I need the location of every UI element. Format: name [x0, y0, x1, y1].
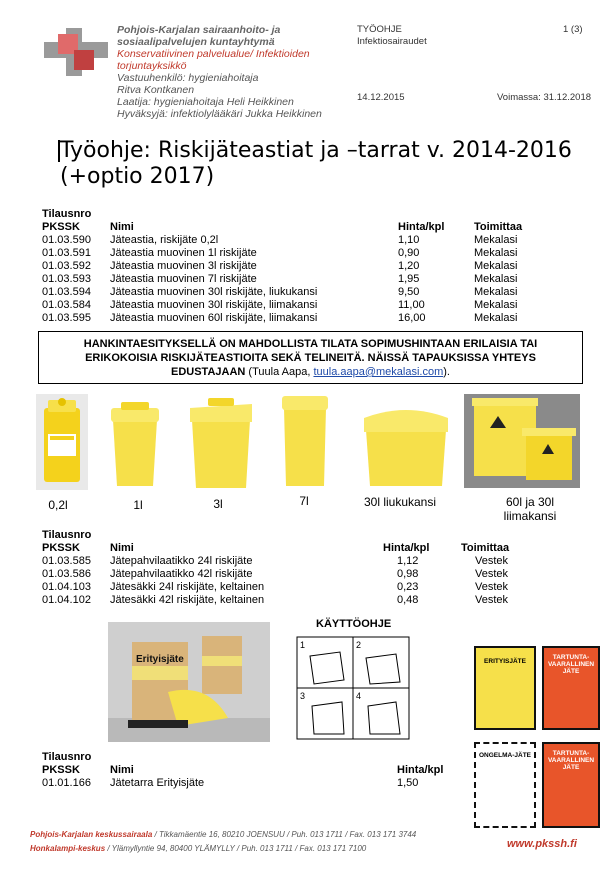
col-header-name: Nimi	[110, 764, 134, 776]
container-30l-slide-lid-image	[360, 400, 452, 490]
col-header-name: Nimi	[110, 542, 134, 554]
table-cell: 01.03.592	[42, 260, 91, 272]
table-cell: 01.03.593	[42, 273, 91, 285]
notice-box: HANKINTAESITYKSELLÄ ON MAHDOLLISTA TILATA SOPIMUSHINTAAN ERILAISIA TAI ERIKOKOISIA RISKIJÄTEASTIOITA SEKÄ TELINEITÄ. NÄISSÄ TAPAUKSISSA YHTEYS EDUSTAJAAN (Tuula Aapa, tuula.aapa@mekalasi.com).	[38, 331, 583, 384]
table-cell: 0,98	[397, 568, 419, 580]
notice-line-2: ERIKOKOISIA RISKIJÄTEASTIOITA SEKÄ TELINEITÄ. NÄISSÄ TAPAUKSISSA YHTEYS	[85, 352, 536, 364]
notice-line-1: HANKINTAESITYKSELLÄ ON MAHDOLLISTA TILATA SOPIMUSHINTAAN ERILAISIA TAI	[83, 338, 538, 350]
svg-text:3: 3	[300, 691, 306, 701]
table-cell: 01.04.103	[42, 581, 91, 593]
footer	[30, 828, 416, 856]
table-row	[42, 568, 541, 581]
notice-contact: (Tuula Aapa,	[245, 366, 314, 378]
table-row	[42, 777, 459, 790]
svg-text:4: 4	[356, 691, 362, 701]
valid-until: Voimassa: 31.12.2018	[497, 92, 592, 103]
table-cell: Jätepahvilaatikko 42l riskijäte	[110, 568, 253, 580]
waste-boxes-photo	[108, 622, 270, 742]
table-cell: Vestek	[475, 555, 509, 567]
table-cell: Mekalasi	[474, 312, 518, 324]
caption-60l-30l: 60l ja 30l liimakansi	[503, 495, 557, 523]
table-cell: 01.03.585	[42, 555, 91, 567]
table-cell: 16,00	[398, 312, 426, 324]
table-cell: Mekalasi	[474, 299, 518, 311]
document-date: 14.12.2015	[357, 92, 405, 103]
table-cell: Mekalasi	[474, 234, 518, 246]
table-cell: 01.03.595	[42, 312, 91, 324]
table-boxes-bags	[42, 529, 541, 607]
org-unit-line-1: Konservatiivinen palvelualue/ Infektioiden	[117, 48, 310, 60]
table-header-top: Tilausnro	[42, 208, 92, 220]
col-header-supplier: Toimittaa	[461, 542, 510, 554]
author: Laatija: hygieniahoitaja Heli Heikkinen	[117, 96, 294, 108]
table-cell: 01.03.586	[42, 568, 91, 580]
table-cell: Vestek	[475, 594, 509, 606]
footer-center-address: / Ylämyllyntie 94, 80400 YLÄMYLLY / Puh. 013 1711 / Fax. 013 171 7100	[105, 844, 367, 853]
table-cell: 1,12	[397, 555, 419, 567]
svg-text:2: 2	[356, 640, 362, 650]
box-label-text: Erityisjäte	[136, 654, 184, 665]
table-row	[42, 234, 554, 247]
table-cell: 0,23	[397, 581, 419, 593]
table-cell: Jäteastia muovinen 1l riskijäte	[110, 247, 257, 259]
table-cell: 0,90	[398, 247, 420, 259]
table-cell: 01.01.166	[42, 777, 91, 789]
doc-type-label: TYÖOHJE	[357, 24, 402, 35]
table-cell: Jäteastia muovinen 7l riskijäte	[110, 273, 257, 285]
col-header-pkssk: PKSSK	[42, 542, 80, 554]
table-row	[42, 286, 554, 299]
col-header-price: Hinta/kpl	[398, 221, 445, 233]
table-row	[42, 273, 554, 286]
container-7l-image	[280, 390, 330, 490]
table-cell: Vestek	[475, 568, 509, 580]
document-title[interactable]	[60, 138, 600, 190]
table-cell: Jäteastia muovinen 30l riskijäte, liimakansi	[110, 299, 318, 311]
table-cell: Vestek	[475, 581, 509, 593]
table-row	[42, 594, 541, 607]
document-type	[357, 24, 427, 48]
table-cell: Jätesäkki 42l riskijäte, keltainen	[110, 594, 265, 606]
table-cell: 01.04.102	[42, 594, 91, 606]
document-dates	[357, 92, 593, 103]
table-cell: 9,50	[398, 286, 420, 298]
instruction-title: KÄYTTÖOHJE	[316, 618, 392, 630]
col-header-name: Nimi	[110, 221, 134, 233]
title-text: Työohje: Riskijäteastiat ja –tarrat v. 2014-2016 (+optio 2017)	[60, 138, 572, 189]
table-cell: Jäteastia, riskijäte 0,2l	[110, 234, 219, 246]
table-row	[42, 247, 554, 260]
table-cell: 1,20	[398, 260, 420, 272]
table-row	[42, 260, 554, 273]
org-name-line-2: sosiaalipalvelujen kuntayhtymä	[117, 36, 275, 48]
table-row	[42, 555, 541, 568]
table-cell: 1,95	[398, 273, 420, 285]
table-cell: Mekalasi	[474, 260, 518, 272]
table-header-top: Tilausnro	[42, 529, 92, 541]
table-cell: 01.03.590	[42, 234, 91, 246]
footer-website-link[interactable]: www.pkssh.fi	[507, 838, 577, 850]
caption-7l: 7l	[299, 494, 309, 508]
footer-center-name: Honkalampi-keskus	[30, 844, 106, 853]
caption-1l: 1l	[133, 498, 143, 512]
caption-0-2l: 0,2l	[48, 498, 68, 512]
svg-text:1: 1	[300, 640, 306, 650]
footer-hospital-name: Pohjois-Karjalan keskussairaala	[30, 830, 153, 839]
responsible-name: Ritva Kontkanen	[117, 84, 195, 96]
table-cell: 01.03.594	[42, 286, 91, 298]
table-row	[42, 299, 554, 312]
col-header-supplier: Toimittaa	[474, 221, 523, 233]
caption-3l: 3l	[213, 497, 223, 511]
sticker-orange-bottom-label: TARTUNTA-VAARALLINEN JÄTE	[547, 750, 595, 771]
table-cell: Mekalasi	[474, 286, 518, 298]
table-cell: Jäteastia muovinen 3l riskijäte	[110, 260, 257, 272]
table-containers	[42, 208, 554, 325]
sticker-white-label: ONGELMA-JÄTE	[479, 752, 531, 759]
table-row	[42, 312, 554, 325]
sticker-yellow-label: ERITYISJÄTE	[484, 658, 526, 665]
table-cell: Mekalasi	[474, 247, 518, 259]
container-0-2l-image	[36, 394, 88, 490]
sticker-orange-label: TARTUNTA-VAARALLINEN JÄTE	[547, 654, 595, 675]
organization-info	[117, 24, 347, 120]
org-name-line-1: Pohjois-Karjalan sairaanhoito- ja	[117, 24, 281, 36]
table-cell: Jätepahvilaatikko 24l riskijäte	[110, 555, 253, 567]
table-cell: 1,10	[398, 234, 420, 246]
table-cell: 01.03.584	[42, 299, 91, 311]
table-cell: 0,48	[397, 594, 419, 606]
text-cursor	[58, 140, 60, 162]
table-cell: 11,00	[398, 299, 425, 311]
table-row	[42, 581, 541, 594]
col-header-pkssk: PKSSK	[42, 764, 80, 776]
container-3l-image	[186, 394, 256, 492]
table-cell: Jäteastia muovinen 30l riskijäte, liukukansi	[110, 286, 318, 298]
table-cell: Mekalasi	[474, 273, 518, 285]
table-header-top: Tilausnro	[42, 751, 92, 763]
sticker-orange-top	[542, 646, 600, 730]
doc-area: Infektiosairaudet	[357, 36, 427, 47]
sticker-white	[474, 742, 536, 828]
notice-line-3: EDUSTAJAAN	[171, 366, 246, 378]
org-unit-line-2: torjuntayksikkö	[117, 60, 187, 72]
instruction-diagram	[296, 636, 410, 740]
approver: Hyväksyjä: infektiolylääkäri Jukka Heikkinen	[117, 108, 322, 120]
sticker-yellow	[474, 646, 536, 730]
col-header-price: Hinta/kpl	[383, 542, 430, 554]
organization-logo	[44, 28, 108, 76]
col-header-pkssk: PKSSK	[42, 221, 80, 233]
table-cell: Jätetarra Erityisjäte	[110, 777, 205, 789]
table-cell: Jäteastia muovinen 60l riskijäte, liimakansi	[110, 312, 318, 324]
table-stickers	[42, 751, 459, 790]
footer-hospital-address: / Tikkamäentie 16, 80210 JOENSUU / Puh. 013 1711 / Fax. 013 171 3744	[152, 830, 417, 839]
container-60l-30l-image	[464, 394, 580, 488]
table-cell: 1,50	[397, 777, 419, 789]
col-header-price: Hinta/kpl	[397, 764, 444, 776]
page-number: 1 (3)	[563, 24, 583, 35]
email-link[interactable]: tuula.aapa@mekalasi.com	[313, 366, 444, 378]
sticker-orange-bottom	[542, 742, 600, 828]
container-1l-image	[107, 398, 163, 490]
caption-30l-slide: 30l liukukansi	[363, 495, 437, 509]
responsible-person: Vastuuhenkilö: hygieniahoitaja	[117, 72, 259, 84]
table-cell: 01.03.591	[42, 247, 91, 259]
table-cell: Jätesäkki 24l riskijäte, keltainen	[110, 581, 265, 593]
